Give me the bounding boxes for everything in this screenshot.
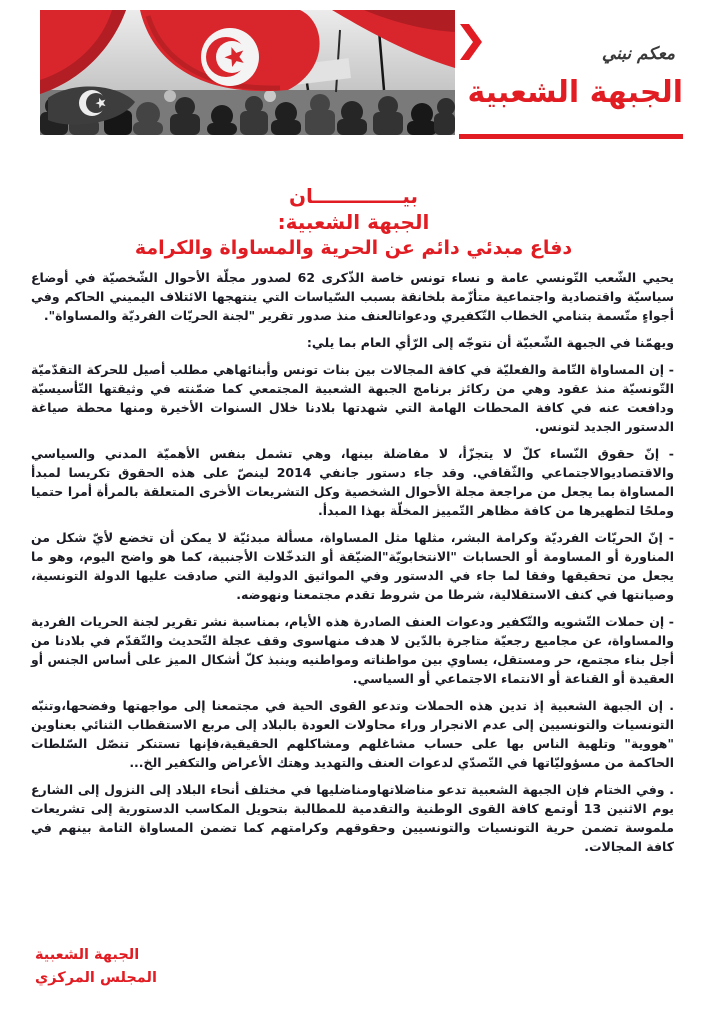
statement-org-line: الجبهة الشعبية:	[277, 210, 430, 234]
signature-council-line: المجلس المركزي	[35, 970, 157, 986]
header	[40, 10, 685, 148]
statement-body	[31, 268, 674, 864]
logo-title: الجبهة الشعبية	[467, 75, 683, 110]
statement-subtitle: دفاع مبدئي دائم عن الحرية والمساواة والكرامة	[134, 237, 573, 259]
statement-point: - إنّ حقوق النّساء كلّ لا يتجزّأ، لا مفاضلة بينها، وهي تشمل بنفس الأهميّة المدني والسياسي والاقتصاديوالاجتماعي والثّقافي. وقد جاء دستور جانفي 2014 لينصّ على هذه الحقوق تكريسا لمبدأ المساواة بما يجعل من مراجعة مجلة الأحوال الشخصية وكل التشريعات الأخرى المتعلقة بالمرأة أمرا حتميا وملحًا لتطهيرها من كافة مظاهر التّمييز المخلّة بهذا المبدأ.	[31, 446, 675, 518]
popular-front-logo	[455, 10, 685, 148]
crowd-photo-banner	[40, 10, 455, 135]
statement-point: . وفي الختام فإن الجبهة الشعبية تدعو مناضلاتهاومناضليها في مختلف أنحاء البلاد إلى النزول إلى الشارع يوم الاثنين 13 أوتمع كافة القوى الوطنية والتقدمية للمطالبة بتحويل المكاسب الدستورية إلى تشريعات ملموسة تضمن حرية التونسيات والتونسيين وحقوقهم وكرامتهم كما تضمن المساواة التامة بينهم في كافة المجالات.	[31, 782, 674, 854]
statement-point: - إن حملات التّشويه والتّكفير ودعوات العنف الصادرة هذه الأيام، بمناسبة نشر تقرير لجنة الحريات الفردية والمساواة، عن مجاميع رجعيّة متاجرة بالدّين لا هدف منهاسوى وقف عجلة التّحديث والتّقدّم في بلادنا من أجل بناء مجتمع، حر ومستقل، يساوي بين مواطناته ومواطنيه وينبذ كلّ أشكال الميز على أساس الجنس أو العقيدة أو القناعة أو الانتماء الاجتماعي أو السياسي.	[31, 614, 674, 686]
statement-point: - إن المساواة التّامة والفعليّة في كافة المجالات بين بنات تونس وأبنائهاهي مطلب أصيل للحركة التقدّميّة التّونسيّة منذ عقود وهي من ركائز برنامج الجبهة الشعبية المجتمعي كما ضمّنته في وثيقتها التّأسيسيّة ودافعت عنه في كافة المحطات الهامة التي شهدتها بلادنا خلال السنوات الأخيرة ومنها محطة صياغة الدستور الجديد لتونس.	[31, 362, 674, 434]
logo-underline	[459, 134, 683, 139]
statement-title-bayan: بيـــــــــــــان	[288, 184, 419, 208]
intro-paragraph: يحيي الشّعب التّونسي عامة و نساء تونس خاصة الذّكرى 62 لصدور مجلّة الأحوال الشّخصيّة في أوضاع سياسيّة واقتصادية واجتماعية متأزّمة بلخانقة بسبب السّياسات التي ينتهجها الائتلاف اليميني الحاكم وفي أجواءٍ متّسمة بتنامي الخطاب التّكفيري ودعواتالعنف منذ صدور تقرير "لجنة الحريّات الفرديّة والمساواة".	[31, 270, 674, 323]
signature-org-line: الجبهة الشعبية	[35, 947, 140, 963]
logo-tagline: معكم نبني	[601, 44, 675, 64]
signature-block	[35, 944, 157, 990]
statement-point: - إنّ الحريّات الفرديّة وكرامة البشر، مثلها مثل المساواة، مسألة مبدئيّة لا يمكن أن تخضع لأيّ شكل من المناورة أو المساومة أو الحسابات "الانتخابويّة"الضيّقة أو التدخّلات الأجنبية، كما هو واضح اليوم، وهو ما يجعل من تحقيقها وفقا لما جاء في الدستور وفي المواثيق الدولية التي صادقت عليها الدولة التونسية، وصيانتها في كنف الاستقلالية، شرطا من شروط تقدم مجتمعنا ونهوضه.	[31, 530, 674, 602]
statement-headings	[0, 183, 707, 261]
statement-point: . إن الجبهة الشعبية إذ تدين هذه الحملات وتدعو القوى الحية في مجتمعنا إلى مواجهتها وفضحها،وتنبّه التونسيات والتونسيين إلى عدم الانجرار وراء محاولات العودة بالبلاد إلى مربع الاستقطاب الثنائي بعناوين "هووية" وتلهية الناس بها على حساب مشاغلهم ومشاكلهم الحقيقية،فإنها تستنكر تنصّل السّلطات الحاكمة من مسؤوليّاتها في التّصدّي لدعوات العنف والتهديد وهتك الأعراض والتكفير الخ...	[31, 698, 674, 770]
address-line: ويهمّنا في الجبهة الشّعبيّة أن نتوجّه إلى الرّأي العام بما يلي:	[306, 335, 674, 350]
chevron-icon	[458, 24, 482, 60]
